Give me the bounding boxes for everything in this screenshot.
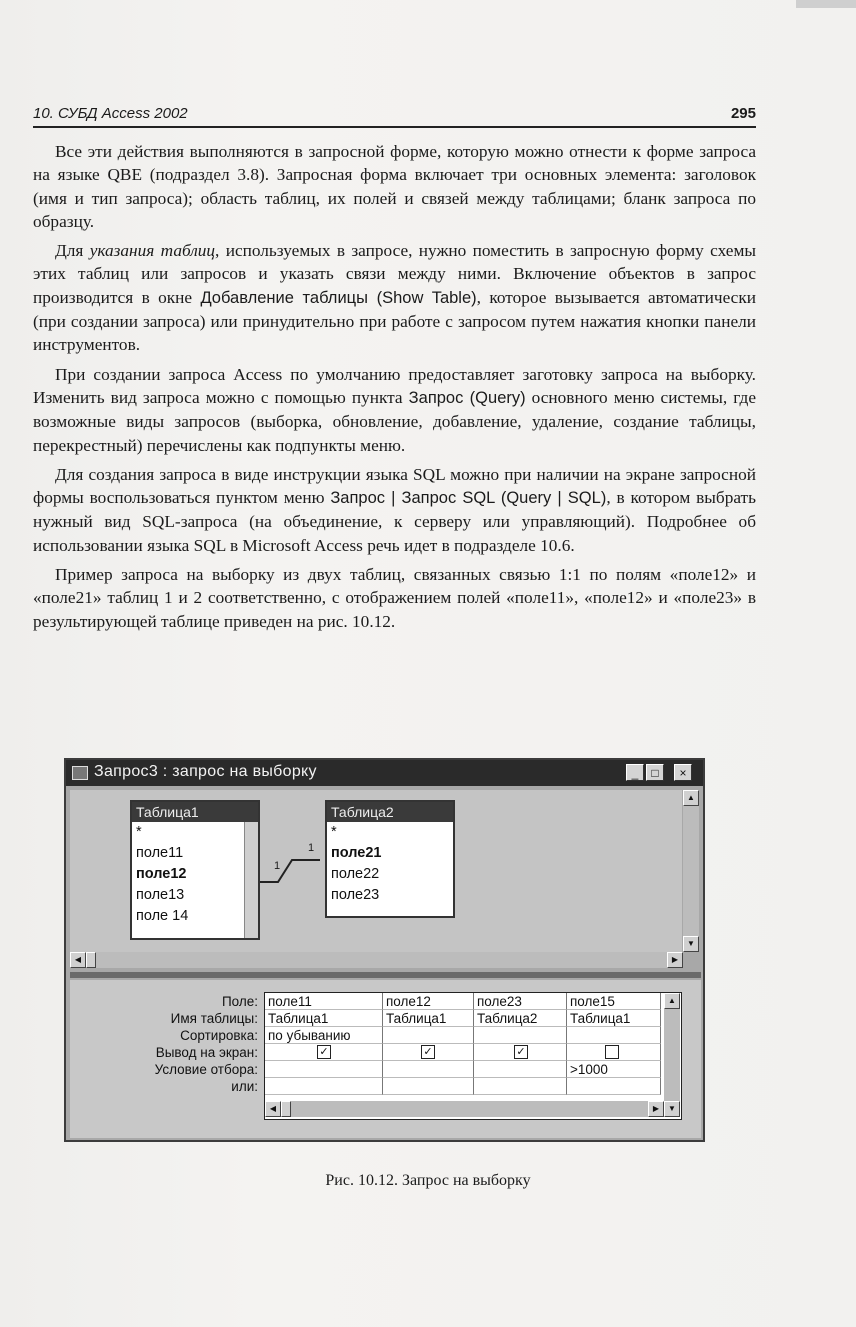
- scroll-up-icon[interactable]: ▲: [664, 993, 680, 1009]
- p4-text-b: , в котором выбрать нужный вид SQL-запроса (на объединение, к серверу или управляющий). Подробнее об использовании языка SQL в Microsoft Access речь идет в подразделе 10.6.: [33, 488, 756, 555]
- table2-field[interactable]: поле23: [331, 887, 380, 903]
- scroll-left-icon[interactable]: ◀: [265, 1101, 281, 1117]
- scroll-right-icon[interactable]: ▶: [667, 952, 683, 968]
- window-titlebar: [66, 760, 703, 786]
- table-pane-vscroll[interactable]: [683, 790, 699, 952]
- p4-ui-term: Запрос | Запрос SQL (Query | SQL): [330, 489, 607, 508]
- table2-field-key[interactable]: поле21: [331, 845, 382, 861]
- grid-cell-show: [383, 1044, 474, 1061]
- p2-text-b: , которое вызывается автоматически (при создании запроса) или принудительно при работе с запросом путем нажатия кнопки панели инструментов.: [33, 287, 756, 355]
- grid-cell-field[interactable]: поле23: [474, 993, 567, 1010]
- show-checkbox[interactable]: ✓: [514, 1045, 528, 1059]
- table1-field-key[interactable]: поле12: [136, 866, 187, 882]
- grid-cell-field[interactable]: поле12: [383, 993, 474, 1010]
- paragraph-3: [33, 363, 756, 457]
- table1-field-all[interactable]: *: [136, 824, 142, 840]
- grid-cell-table[interactable]: Таблица1: [383, 1010, 474, 1027]
- grid-cell-criteria[interactable]: >1000: [567, 1061, 661, 1078]
- table1-scrollbar[interactable]: [244, 822, 258, 938]
- grid-cell-or[interactable]: [383, 1078, 474, 1095]
- row-label-field: Поле:: [221, 994, 258, 1009]
- paragraph-5: Пример запроса на выборку из двух таблиц, связанных связью 1:1 по полям «поле12» и «поле21» таблиц 1 и 2 соответственно, с отображением полей «поле11», «поле12» и «поле23» в результирующей таблице приведен на рис. 10.12.: [33, 565, 756, 631]
- p3-text-a: При создании запроса Access по умолчанию предоставляет заготовку запроса на выборку. Изменить вид запроса можно с помощью пункта: [33, 364, 756, 407]
- grid-cell-or[interactable]: [567, 1078, 661, 1095]
- scroll-thumb[interactable]: [281, 1101, 291, 1117]
- row-label-sort: Сортировка:: [180, 1028, 258, 1043]
- grid-cell-table[interactable]: Таблица2: [474, 1010, 567, 1027]
- p4-text-a: Для создания запроса в виде инструкции языка SQL можно при наличии на экране запросной формы воспользоваться пунктом меню: [33, 464, 756, 508]
- table1-field[interactable]: поле11: [136, 845, 184, 861]
- row-label-criteria: Условие отбора:: [154, 1062, 258, 1077]
- show-checkbox[interactable]: [605, 1045, 619, 1059]
- table1-field[interactable]: поле13: [136, 887, 185, 903]
- relation-label-right: 1: [308, 842, 315, 854]
- pane-splitter[interactable]: [70, 972, 701, 978]
- grid-cell-field[interactable]: поле15: [567, 993, 661, 1010]
- page-corner-mark: [796, 0, 856, 8]
- scroll-right-icon[interactable]: ▶: [648, 1101, 664, 1117]
- show-checkbox[interactable]: ✓: [317, 1045, 331, 1059]
- scroll-up-icon[interactable]: ▲: [683, 790, 699, 806]
- row-label-or: или:: [231, 1079, 258, 1094]
- table-pane: [70, 790, 682, 968]
- scroll-thumb[interactable]: [86, 952, 96, 968]
- grid-cell-field[interactable]: поле11: [265, 993, 383, 1010]
- grid-cell-sort[interactable]: [383, 1027, 474, 1044]
- running-header: [33, 104, 756, 128]
- p3-ui-term: Запрос (Query): [408, 388, 526, 407]
- grid-cell-table[interactable]: Таблица1: [265, 1010, 383, 1027]
- p2-ui-term: Добавление таблицы (Show Table): [200, 288, 477, 307]
- p2-prefix: Для: [55, 241, 90, 261]
- grid-cell-criteria[interactable]: [474, 1061, 567, 1078]
- grid-cell-table[interactable]: Таблица1: [567, 1010, 661, 1027]
- chapter-title: 10. СУБД Access 2002: [33, 105, 188, 122]
- grid-cell-or[interactable]: [265, 1078, 383, 1095]
- minimize-button[interactable]: _: [626, 764, 644, 781]
- paragraph-4: [33, 463, 756, 557]
- show-checkbox[interactable]: ✓: [421, 1045, 435, 1059]
- p2-text-a: , используемых в запросе, нужно поместить в запросную форму схемы этих таблиц или запросов и указать связи между ними. Включение объектов в запрос производится в окне: [33, 241, 756, 307]
- table1-box[interactable]: [130, 800, 260, 940]
- page-number: 295: [730, 105, 756, 122]
- table1-field[interactable]: поле 14: [136, 908, 189, 924]
- close-button[interactable]: ×: [674, 764, 692, 781]
- table1-title[interactable]: Таблица1: [132, 802, 258, 822]
- grid-cell-sort[interactable]: по убыванию: [265, 1027, 383, 1044]
- row-label-table: Имя таблицы:: [170, 1011, 258, 1026]
- table-pane-hscroll[interactable]: [70, 952, 683, 968]
- table2-field[interactable]: поле22: [331, 866, 380, 882]
- figure-caption: Рис. 10.12. Запрос на выборку: [325, 1172, 531, 1189]
- grid-cell-criteria[interactable]: [383, 1061, 474, 1078]
- grid-cell-criteria[interactable]: [265, 1061, 383, 1078]
- grid-cell-show: [474, 1044, 567, 1061]
- grid-cell-show: [567, 1044, 661, 1061]
- p3-text-b: основного меню системы, где возможные виды запросов (выборка, обновление, добавление, удаление, создание таблицы, перекрестный) перечислены как подпункты меню.: [33, 387, 756, 455]
- table2-box[interactable]: [325, 800, 455, 918]
- grid-cell-sort[interactable]: [567, 1027, 661, 1044]
- design-grid: [264, 992, 682, 1120]
- paragraph-1: Все эти действия выполняются в запросной форме, которую можно отнести к форме запроса на языке QBE (подраздел 3.8). Запросная форма включает три основных элемента: заголовок (имя и тип запроса); область таблиц, их полей и связей между таблицами; бланк запроса по образцу.: [33, 142, 756, 231]
- query-window: [64, 758, 705, 1142]
- scroll-down-icon[interactable]: ▼: [664, 1101, 680, 1117]
- grid-cell-sort[interactable]: [474, 1027, 567, 1044]
- window-title: Запрос3 : запрос на выборку: [94, 763, 317, 780]
- body-text: [33, 140, 756, 639]
- grid-vscroll[interactable]: [664, 993, 680, 1117]
- p2-term: указания таблиц: [89, 241, 216, 261]
- scroll-down-icon[interactable]: ▼: [683, 936, 699, 952]
- grid-cell-or[interactable]: [474, 1078, 567, 1095]
- table2-field-all[interactable]: *: [331, 824, 337, 840]
- relation-label-left: 1: [274, 860, 281, 872]
- paragraph-2: [33, 239, 756, 356]
- row-label-show: Вывод на экран:: [155, 1045, 258, 1060]
- design-grid-pane: [70, 980, 701, 1138]
- grid-hscroll[interactable]: [265, 1101, 664, 1117]
- scroll-left-icon[interactable]: ◀: [70, 952, 86, 968]
- grid-cell-show: [265, 1044, 383, 1061]
- maximize-button[interactable]: □: [646, 764, 664, 781]
- table2-title[interactable]: Таблица2: [327, 802, 453, 822]
- query-window-icon[interactable]: [72, 766, 88, 780]
